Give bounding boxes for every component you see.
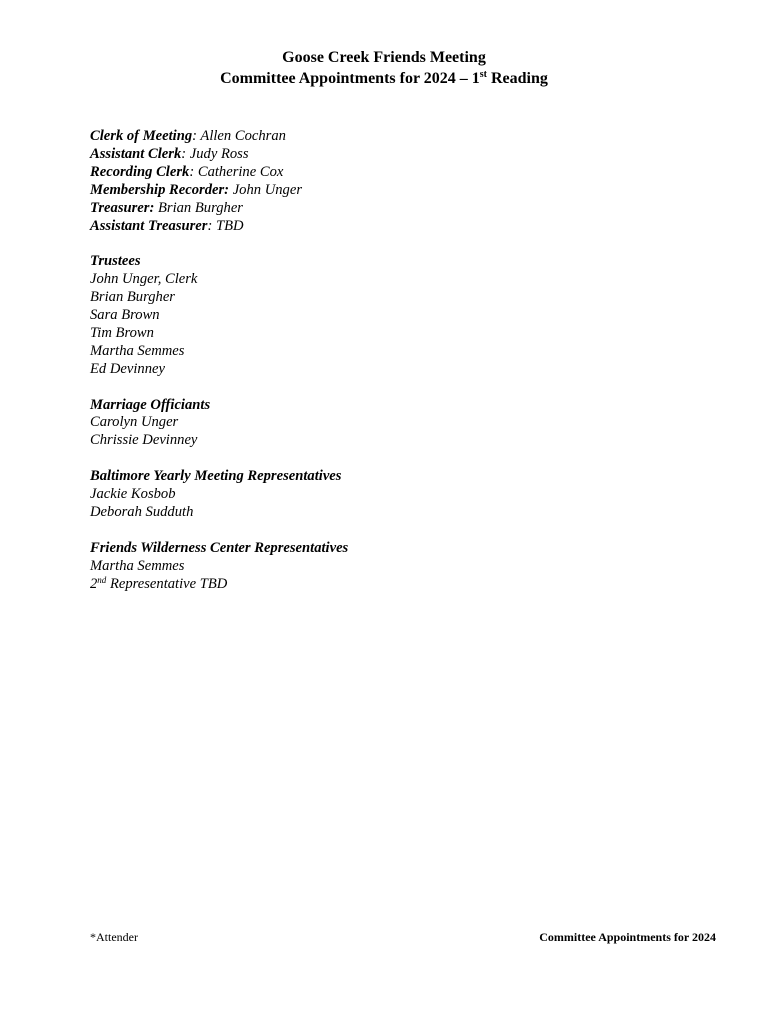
document-body (90, 128, 348, 594)
list-item (90, 576, 348, 594)
officer-recording-clerk (90, 164, 348, 182)
officer-clerk (90, 128, 348, 146)
section-title-marriage-officiants: Marriage Officiants (90, 396, 211, 413)
officer-sep: : (207, 217, 216, 234)
section-spacer (90, 379, 348, 397)
subtitle-main: Committee Appointments for 2024 – 1 (220, 70, 480, 87)
officer-membership-recorder (90, 182, 348, 200)
document-title: Goose Creek Friends Meeting (282, 49, 486, 66)
officer-treasurer (90, 200, 348, 218)
officer-role: Clerk of Meeting (90, 128, 193, 144)
officer-name: TBD (215, 217, 244, 234)
officer-role: Assistant Clerk (90, 145, 182, 162)
officer-role: Membership Recorder: (90, 181, 230, 198)
officer-role: Treasurer: (90, 199, 155, 216)
officer-name: Allen Cochran (200, 128, 286, 144)
list-item: Jackie Kosbob (90, 486, 176, 503)
section-title-bym-representatives: Baltimore Yearly Meeting Representatives (90, 468, 342, 485)
officer-name: John Unger (232, 181, 303, 198)
list-item: Brian Burgher (90, 289, 175, 306)
list-item: Tim Brown (90, 324, 154, 341)
section-spacer (90, 450, 348, 468)
subtitle-superscript: st (479, 69, 487, 80)
officer-name: Judy Ross (189, 145, 249, 162)
officer-role: Assistant Treasurer (90, 217, 208, 234)
subtitle-end: Reading (487, 70, 548, 87)
ordinal-number: 2 (90, 575, 98, 592)
list-item: Martha Semmes (90, 557, 185, 574)
section-title-trustees: Trustees (90, 253, 141, 270)
section-spacer (90, 235, 348, 253)
footer-note: *Attender (90, 930, 138, 944)
officer-assistant-clerk (90, 146, 348, 164)
officer-role: Recording Clerk (90, 163, 190, 180)
representative-text: Representative TBD (106, 575, 228, 592)
section-spacer (90, 522, 348, 540)
officer-sep: : (189, 163, 198, 180)
list-item: Chrissie Devinney (90, 432, 198, 449)
officer-assistant-treasurer (90, 218, 348, 236)
officer-sep: : (181, 145, 190, 162)
section-title-fwc-representatives: Friends Wilderness Center Representatives (90, 539, 349, 556)
officer-name: Catherine Cox (197, 163, 284, 180)
list-item: Ed Devinney (90, 360, 165, 377)
list-item: Carolyn Unger (90, 414, 179, 431)
document-subtitle (0, 68, 768, 89)
officer-name: Brian Burgher (157, 199, 243, 216)
officer-sep: : (192, 128, 201, 144)
list-item: Sara Brown (90, 307, 160, 324)
footer-title: Committee Appointments for 2024 (539, 930, 716, 944)
document-header (0, 47, 768, 89)
list-item: John Unger, Clerk (90, 271, 198, 288)
list-item: Deborah Sudduth (90, 503, 194, 520)
ordinal-suffix: nd (97, 574, 107, 585)
list-item: Martha Semmes (90, 342, 185, 359)
